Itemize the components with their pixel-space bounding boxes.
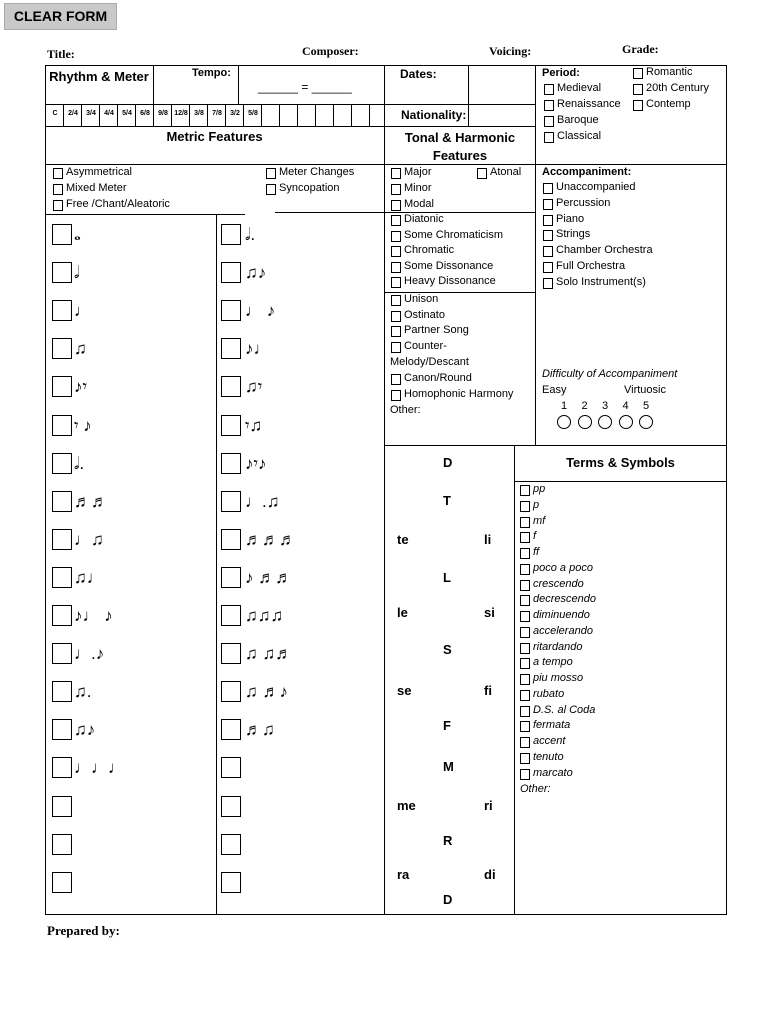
rhythm-pattern: ♪♩ [245,339,271,359]
rhythm-pattern: ♬♬ [74,491,108,511]
difficulty-number: 3 [601,400,609,412]
rhythm-pattern: ♬♫ [245,720,275,740]
rhythm-pattern: 𝅗𝅥. [74,453,85,473]
rhythm-checkbox[interactable] [52,567,72,588]
term-diminuendo-label: diminuendo [533,609,590,621]
term-decrescendo-checkbox[interactable] [520,595,530,606]
nationality-label: Nationality: [401,108,467,122]
period-contemp-checkbox[interactable] [633,100,643,111]
rhythm-checkbox[interactable] [52,757,72,778]
tonal-diatonic-label: Diatonic [404,213,444,225]
tonal-ostinato-checkbox[interactable] [391,311,401,322]
rhythm-pattern: ♪𝄾♪ [245,453,267,473]
metric-mixed-meter-checkbox[interactable] [53,184,63,195]
rhythm-checkbox[interactable] [221,224,241,245]
rhythm-checkbox[interactable] [52,834,72,855]
term-a-tempo-checkbox[interactable] [520,658,530,669]
term-accelerando-label: accelerando [533,624,593,637]
accomp-unaccompanied-label: Unaccompanied [556,181,636,193]
rhythm-checkbox[interactable] [221,757,241,778]
solfege-ri: ri [484,798,493,813]
period-renaissance-checkbox[interactable] [544,100,554,111]
meter-signature: 9/8 [158,110,168,117]
term-crescendo-label: crescendo [533,577,584,590]
rhythm-pattern: ♫. [74,682,92,702]
difficulty-number: 1 [560,400,568,412]
meter-signature: 3/4 [86,110,96,117]
rhythm-checkbox[interactable] [221,376,241,397]
term-accelerando-checkbox[interactable] [520,627,530,638]
tonal-heavy-dissonance-label: Heavy Dissonance [404,275,496,288]
term-marcato-label: marcato [533,766,573,779]
tonal-counter--label: Counter- [404,340,447,352]
rhythm-pattern: ♩.♪ [74,644,105,664]
rhythm-pattern: 𝄾♫ [245,415,263,435]
tonal-partner-song-label: Partner Song [404,324,469,336]
tonal-modal-checkbox[interactable] [391,200,401,211]
meter-cell[interactable] [280,105,298,126]
period-romantic-label: Romantic [646,66,693,78]
rhythm-pattern: ♩ ♪ [245,301,276,321]
meter-signature: 6/8 [140,110,150,117]
rhythm-pattern: 𝅗𝅥 [74,263,80,283]
rhythm-checkbox[interactable] [221,453,241,474]
accompaniment-label: Accompaniment: [542,166,632,178]
metric-meter-changes-checkbox[interactable] [266,168,276,179]
solfege-m: M [443,759,454,774]
tonal-major-checkbox[interactable] [391,168,401,179]
tonal-partner-song-checkbox[interactable] [391,326,401,337]
meter-cell[interactable] [352,105,370,126]
rhythm-checkbox[interactable] [221,262,241,283]
meter-signature: 3/2 [230,110,240,117]
meter-signature: 2/4 [68,110,78,117]
tonal-major-label: Major [404,166,432,178]
meter-signature: 5/8 [248,110,258,117]
rhythm-checkbox[interactable] [52,643,72,664]
rhythm-pattern: ♫♫♫ [245,606,284,625]
term-ff-label: ff [533,546,540,558]
accomp-strings-checkbox[interactable] [543,230,553,241]
solfege-si: si [484,605,495,620]
rhythm-checkbox[interactable] [52,262,72,283]
term-ritardando-label: ritardando [533,640,583,653]
rhythm-pattern: 𝅗𝅥. [245,225,256,244]
term-decrescendo-label: decrescendo [533,593,596,606]
meter-signature: 12/8 [174,110,188,117]
tonal-some-dissonance-checkbox[interactable] [391,262,401,273]
difficulty-radio[interactable] [619,415,633,429]
rhythm-checkbox[interactable] [52,491,72,512]
term-ritardando-checkbox[interactable] [520,643,530,654]
term-piu-mosso-label: piu mosso [533,672,584,684]
terms-symbols-heading: Terms & Symbols [566,455,675,470]
accomp-percussion-label: Percussion [556,196,611,209]
period-renaissance-label: Renaissance [557,98,621,110]
rhythm-checkbox[interactable] [221,415,241,436]
period-baroque-label: Baroque [557,114,599,126]
metric-syncopation-checkbox[interactable] [266,184,276,195]
tonal-counter--checkbox[interactable] [391,342,401,353]
metric-free-chant-aleatoric-label: Free /Chant/Aleatoric [66,198,170,210]
rhythm-pattern: ♫ ♬♪ [245,682,288,702]
tempo-blank[interactable]: ______ = ______ [258,80,352,94]
solfege-ra: ra [397,867,410,882]
grade-label: Grade: [622,42,659,56]
solfege-di: di [484,867,496,882]
term-accent-checkbox[interactable] [520,737,530,748]
accomp-unaccompanied-checkbox[interactable] [543,183,553,194]
rhythm-checkbox[interactable] [221,338,241,359]
solfege-l: L [443,570,451,585]
solfege-d: D [443,892,453,907]
meter-cell[interactable] [298,105,316,126]
tonal-diatonic-checkbox[interactable] [391,215,401,226]
accomp-solo-instrument-s--label: Solo Instrument(s) [556,275,646,288]
solfege-se: se [397,683,412,698]
voicing-label: Voicing: [489,44,532,58]
tonal-other-label: Other: [390,404,421,416]
accomp-piano-label: Piano [556,212,585,225]
difficulty-radio[interactable] [557,415,571,429]
rhythm-checkbox[interactable] [221,529,241,550]
rhythm-pattern: ♩♫ [74,529,104,549]
term-mf-label: mf [533,514,546,527]
solfege-t: T [443,493,451,508]
term-piu-mosso-checkbox[interactable] [520,674,530,685]
rhythm-pattern: ♬♬♬ [245,529,296,549]
rhythm-checkbox[interactable] [52,605,72,626]
difficulty-easy-label: Easy [542,384,567,396]
rhythm-checkbox[interactable] [221,491,241,512]
difficulty-radio[interactable] [639,415,653,429]
term-diminuendo-checkbox[interactable] [520,611,530,622]
tonal-modal-label: Modal [404,198,434,210]
difficulty-virtuosic-label: Virtuosic [624,384,666,396]
tonal-some-dissonance-label: Some Dissonance [404,259,494,272]
tonal-ostinato-label: Ostinato [404,309,445,321]
meter-cell[interactable] [334,105,352,126]
term-d-s-al-coda-checkbox[interactable] [520,706,530,717]
term-accent-label: accent [533,735,566,747]
meter-cell[interactable] [262,105,280,126]
meter-cell[interactable] [316,105,334,126]
tonal-chromatic-label: Chromatic [404,244,455,257]
meter-signature: 7/8 [212,110,222,117]
period-medieval-label: Medieval [557,82,602,94]
difficulty-radio[interactable] [598,415,612,429]
term-ff-checkbox[interactable] [520,548,530,559]
metric-mixed-meter-label: Mixed Meter [66,182,127,194]
meter-signature: C [52,110,58,117]
rhythm-pattern: ♪ ♬♬ [245,567,293,587]
clear-form-button[interactable]: CLEAR FORM [4,3,117,30]
term-fermata-checkbox[interactable] [520,721,530,732]
solfege-li: li [484,532,492,547]
term-rubato-checkbox[interactable] [520,690,530,701]
period-label: Period: [542,67,580,79]
period-contemp-label: Contemp [646,98,691,110]
rhythm-checkbox[interactable] [221,681,241,702]
tonal-chromatic-checkbox[interactable] [391,246,401,257]
solfege-fi: fi [484,683,492,698]
tonal-canon-round-label: Canon/Round [404,372,472,384]
accomp-percussion-checkbox[interactable] [543,199,553,210]
accomp-full-orchestra-checkbox[interactable] [543,262,553,273]
rhythm-checkbox[interactable] [221,834,241,855]
term-pp-checkbox[interactable] [520,485,530,496]
tonal-counter-melody-cont: Melody/Descant [390,356,469,368]
period-20th-century-label: 20th Century [646,82,709,94]
rhythm-pattern: ♪♩ ♪ [74,606,113,625]
term-f-checkbox[interactable] [520,532,530,543]
solfege-le: le [397,605,408,620]
rhythm-checkbox[interactable] [52,376,72,397]
rhythm-checkbox[interactable] [221,796,241,817]
tonal-homophonic-harmony-checkbox[interactable] [391,390,401,401]
term-f-label: f [533,530,537,543]
meter-signature: 4/4 [104,110,114,117]
dates-label: Dates: [400,67,437,81]
period-20th-century-checkbox[interactable] [633,84,643,95]
rhythm-checkbox[interactable] [52,415,72,436]
difficulty-radio[interactable] [578,415,592,429]
tonal-some-chromaticism-label: Some Chromaticism [404,228,504,241]
difficulty-label: Difficulty of Accompaniment [542,368,678,380]
period-romantic-checkbox[interactable] [633,68,643,79]
rhythm-checkbox[interactable] [52,453,72,474]
difficulty-number: 4 [622,400,629,412]
rhythm-pattern: ♩.♫ [245,491,280,511]
tonal-harmonic-heading: Tonal & Harmonic Features [404,130,516,163]
metric-asymmetrical-label: Asymmetrical [66,166,133,178]
rhythm-checkbox[interactable] [52,796,72,817]
term-marcato-checkbox[interactable] [520,769,530,780]
term-p-label: p [533,498,540,511]
rhythm-checkbox[interactable] [221,300,241,321]
rhythm-pattern: ♫♪ [74,720,96,740]
metric-meter-changes-label: Meter Changes [279,166,355,178]
tonal-atonal-label: Atonal [490,166,522,178]
term-rubato-label: rubato [533,687,565,700]
terms-other-label: Other: [520,783,551,795]
solfege-s: S [443,642,452,657]
tonal-minor-checkbox[interactable] [391,184,401,195]
composer-label: Composer: [302,44,359,58]
metric-free-chant-aleatoric-checkbox[interactable] [53,200,63,211]
solfege-me: me [397,798,416,813]
solfege-r: R [443,833,453,848]
term-crescendo-checkbox[interactable] [520,580,530,591]
term-a-tempo-label: a tempo [533,656,573,669]
difficulty-number: 5 [642,400,650,412]
tonal-heavy-dissonance-checkbox[interactable] [391,277,401,288]
period-classical-label: Classical [557,130,602,142]
rhythm-checkbox[interactable] [221,872,241,893]
tonal-homophonic-harmony-label: Homophonic Harmony [404,388,514,400]
tonal-unison-checkbox[interactable] [391,295,401,306]
term-mf-checkbox[interactable] [520,517,530,528]
accomp-chamber-orchestra-label: Chamber Orchestra [556,244,653,257]
term-fermata-label: fermata [533,719,571,732]
rhythm-checkbox[interactable] [52,872,72,893]
rhythm-pattern: ♫♩ [74,567,104,587]
solfege-te: te [397,532,409,547]
tonal-some-chromaticism-checkbox[interactable] [391,231,401,242]
tempo-label: Tempo: [192,67,231,79]
meter-signature: 5/4 [122,110,132,117]
tonal-canon-round-checkbox[interactable] [391,374,401,385]
title-label: Title: [47,47,75,61]
meter-signature: 3/8 [194,110,204,117]
rhythm-checkbox[interactable] [52,338,72,359]
metric-features-heading: Metric Features [166,129,263,144]
period-baroque-checkbox[interactable] [544,116,554,127]
rhythm-pattern: ♪𝄾 [74,377,88,397]
term-poco-a-poco-checkbox[interactable] [520,564,530,575]
term-tenuto-checkbox[interactable] [520,753,530,764]
rhythm-checkbox[interactable] [221,605,241,626]
term-tenuto-label: tenuto [533,750,564,763]
tonal-atonal-checkbox[interactable] [477,168,487,179]
prepared-by-label: Prepared by: [47,923,120,938]
rhythm-checkbox[interactable] [221,643,241,664]
difficulty-number: 2 [581,400,588,412]
rhythm-pattern: ♫𝄾 [245,377,263,397]
solfege-f: F [443,718,451,733]
rhythm-checkbox[interactable] [52,224,72,245]
accomp-strings-label: Strings [556,228,591,241]
rhythm-checkbox[interactable] [52,529,72,550]
term-poco-a-poco-label: poco a poco [533,561,593,574]
tonal-minor-label: Minor [404,182,432,194]
rhythm-pattern: ♫ [74,339,87,359]
term-d-s-al-coda-label: D.S. al Coda [533,703,596,716]
term-p-checkbox[interactable] [520,501,530,512]
accomp-full-orchestra-label: Full Orchestra [556,260,626,272]
rhythm-pattern: ♫♪ [245,263,267,283]
rhythm-meter-heading: Rhythm & Meter [49,69,149,84]
accomp-piano-checkbox[interactable] [543,215,553,226]
rhythm-checkbox[interactable] [52,681,72,702]
rhythm-pattern: ♩♩♩ [74,758,125,778]
tonal-unison-label: Unison [404,293,439,305]
term-pp-label: pp [533,483,546,495]
rhythm-checkbox[interactable] [52,300,72,321]
accomp-solo-instrument-s--checkbox[interactable] [543,278,553,289]
solfege-d: D [443,455,453,470]
accomp-chamber-orchestra-checkbox[interactable] [543,246,553,257]
period-classical-checkbox[interactable] [544,132,554,143]
rhythm-pattern: 𝅝 [74,225,81,244]
period-medieval-checkbox[interactable] [544,84,554,95]
rhythm-checkbox[interactable] [221,719,241,740]
metric-syncopation-label: Syncopation [279,182,340,194]
rhythm-pattern: ♩ [74,301,91,321]
rhythm-pattern: 𝄾 ♪ [74,415,92,435]
metric-asymmetrical-checkbox[interactable] [53,168,63,179]
rhythm-pattern: ♫ ♫♬ [245,644,293,664]
rhythm-checkbox[interactable] [221,567,241,588]
rhythm-checkbox[interactable] [52,719,72,740]
